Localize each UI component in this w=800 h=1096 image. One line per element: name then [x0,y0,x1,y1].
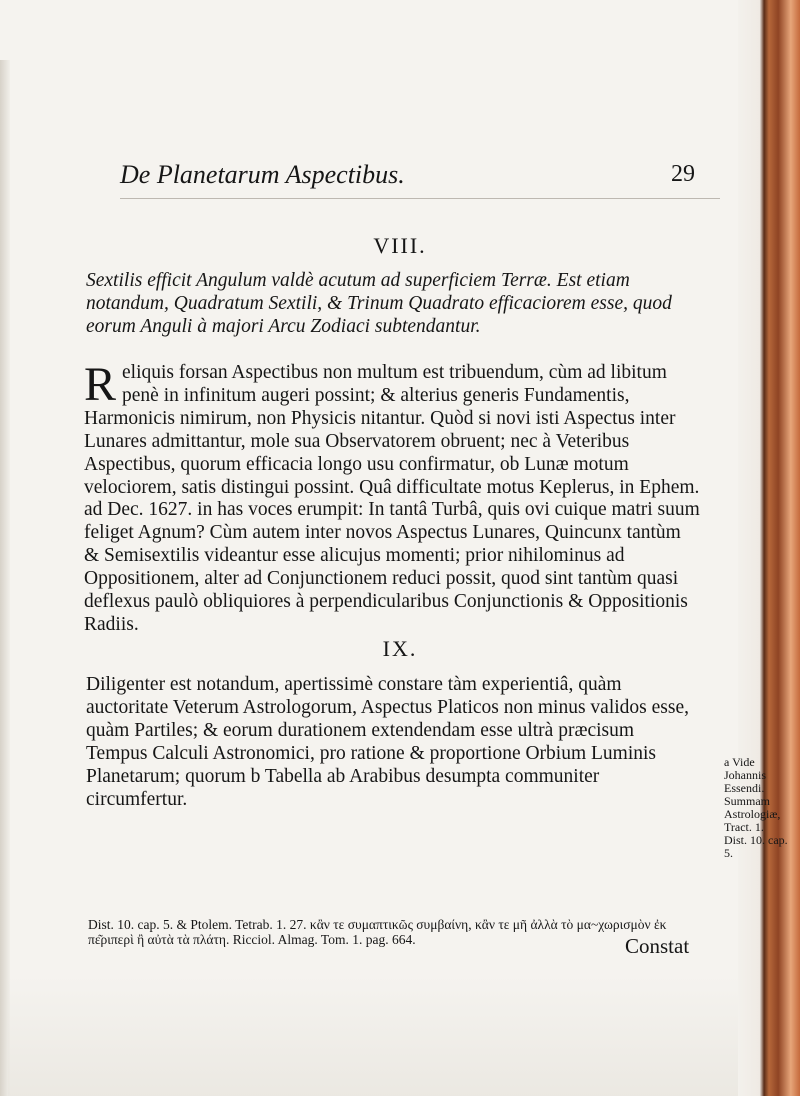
book-binding-edge [738,0,800,1096]
section-viii-thesis: Sextilis efficit Angulum valdè acutum ad superficiem Terræ. Est etiam notandum, Quadratum Sextili, & Trinum Quadrato efficaciorem esse, quod eorum Anguli à majori Arcu Zodiaci subtendantur. [86,270,672,337]
section-viii-number: VIII. [373,233,427,258]
footnote: Dist. 10. cap. 5. & Ptolem. Tetrab. 1. 27. κἂν τε συμαπτικῶς συμβαίνη, κἂν τε μῆ ἀλλὰ τὸ μα~χωρισμὸν ἐκ πε͂ριπερὶ ἢ αὐτὰ τὰ πλάτη. Ricciol. Almag. Tom. 1. pag. 664. [88,917,667,947]
catchword: Constat [625,934,690,958]
section-ix-number: IX. [382,636,418,661]
page-shadow [8,976,738,1096]
page-number: 29 [671,161,695,187]
page-left-edge [0,60,10,1096]
running-head [120,160,720,196]
drop-cap: R [84,358,117,411]
margin-note: a Vide Johannis Essendi. Summam Astrologiæ, Tract. 1. Dist. 10. cap. 5. [724,755,788,860]
section-ix-body: Diligenter est notandum, apertissimè constare tàm experientiâ, quàm auctoritate Veterum Astrologorum, Aspectus Platicos non minus validos esse, quàm Partiles; & eorum durationem extendendam esse ultrà præcisum Tempus Calculi Astronomici, pro ratione & proportione Orbium Luminis Planetarum; quorum b Tabella ab Arabibus desumpta communiter circumfertur. [86,674,689,810]
section-viii-body [84,358,700,637]
running-title: De Planetarum Aspectibus. [120,160,405,189]
section-viii-body-text: eliquis forsan Aspectibus non multum est tribuendum, cùm ad libitum penè in infinitum augeri possint; & alterius generis Fundamentis, Harmonicis nimirum, non Physicis nitantur. Quòd si novi isti Aspectus inter Lunares admittantur, mole sua Observatorem obruent; nec à Veteribus Aspectibus, quorum efficacia longo usu confirmatur, ob Lunæ motum velociorem, satis distingui possint. Quâ difficultate motus Keplerus, in Ephem. ad Dec. 1627. in has voces erumpit: In tantâ Turbâ, quis ovi cuique matri suum feliget Agnum? Cùm autem inter novos Aspectus Lunares, Quincunx tantùm & Semisextilis videantur esse alicujus momenti; prior nihilominus ad Oppositionem, alter ad Conjunctionem reduci possit, quod sint tantùm quasi deflexus paulò obliquiores à perpendicularibus Conjunctionis & Oppositionis Radiis. [84,362,700,635]
header-rule [120,198,720,199]
